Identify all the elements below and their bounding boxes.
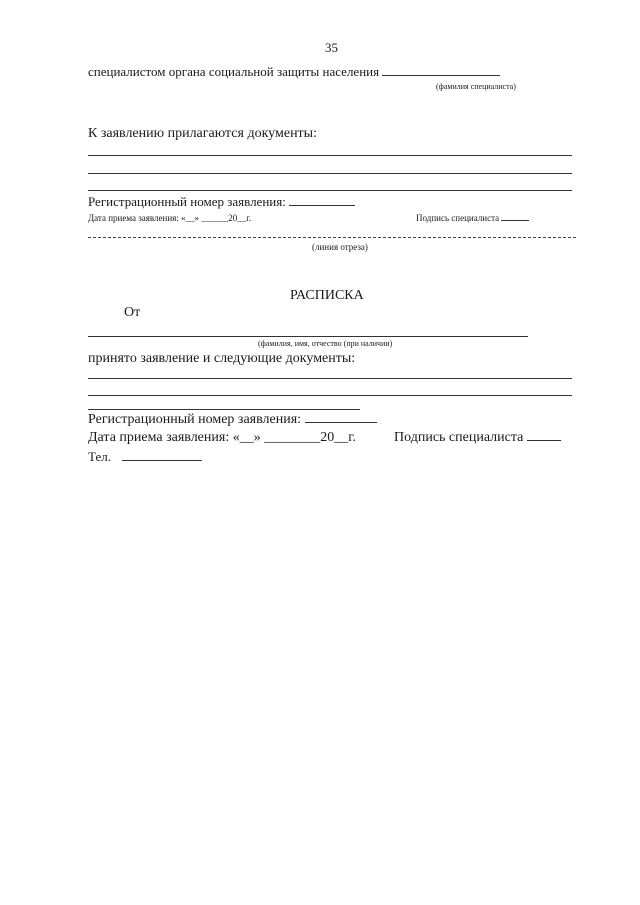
page-number: 35: [325, 40, 338, 55]
receipt-reg-number-blank: [305, 412, 377, 423]
attachment-line-1: [88, 155, 572, 156]
receipt-doc-line-2: [88, 395, 572, 396]
receipt-phone-blank: [122, 460, 202, 461]
specialist-line-text: специалистом органа социальной защиты населения: [88, 64, 380, 79]
receipt-reg-number: [88, 412, 377, 428]
receipt-title: РАСПИСКА: [290, 288, 364, 303]
receipt-date: Дата приема заявления: «__» ________20__г.: [88, 430, 356, 445]
receipt-doc-line-3: [88, 409, 360, 410]
stub-reg-number: [88, 194, 355, 210]
receipt-name-caption: (фамилия, имя, отчество (при наличии): [258, 339, 393, 348]
attachment-line-3: [88, 190, 572, 191]
specialist-name-blank: [382, 65, 500, 76]
receipt-accepted-text: принято заявление и следующие документы:: [88, 351, 356, 366]
receipt-signature-blank: [527, 430, 561, 441]
stub-signature-label: Подпись специалиста: [416, 213, 500, 223]
cut-line-caption: (линия отреза): [312, 242, 368, 252]
attachments-heading: К заявлению прилагаются документы:: [88, 126, 317, 141]
receipt-signature: [394, 430, 561, 446]
attachment-line-2: [88, 173, 572, 174]
specialist-caption: (фамилия специалиста): [436, 82, 516, 91]
stub-date: Дата приема заявления: «__» ______20__г.: [88, 213, 252, 223]
receipt-doc-line-1: [88, 378, 572, 379]
stub-signature-blank: [501, 213, 529, 221]
receipt-phone-label: Тел.: [88, 449, 111, 464]
stub-reg-number-label: Регистрационный номер заявления:: [88, 194, 286, 209]
stub-signature: [416, 213, 529, 223]
receipt-reg-number-label: Регистрационный номер заявления:: [88, 412, 302, 427]
receipt-name-line: [88, 336, 528, 337]
cut-line: [88, 237, 576, 238]
receipt-from-label: От: [124, 305, 141, 320]
stub-reg-number-blank: [289, 195, 355, 206]
specialist-line: [88, 64, 500, 80]
receipt-phone: [88, 449, 111, 465]
receipt-signature-label: Подпись специалиста: [394, 430, 524, 445]
